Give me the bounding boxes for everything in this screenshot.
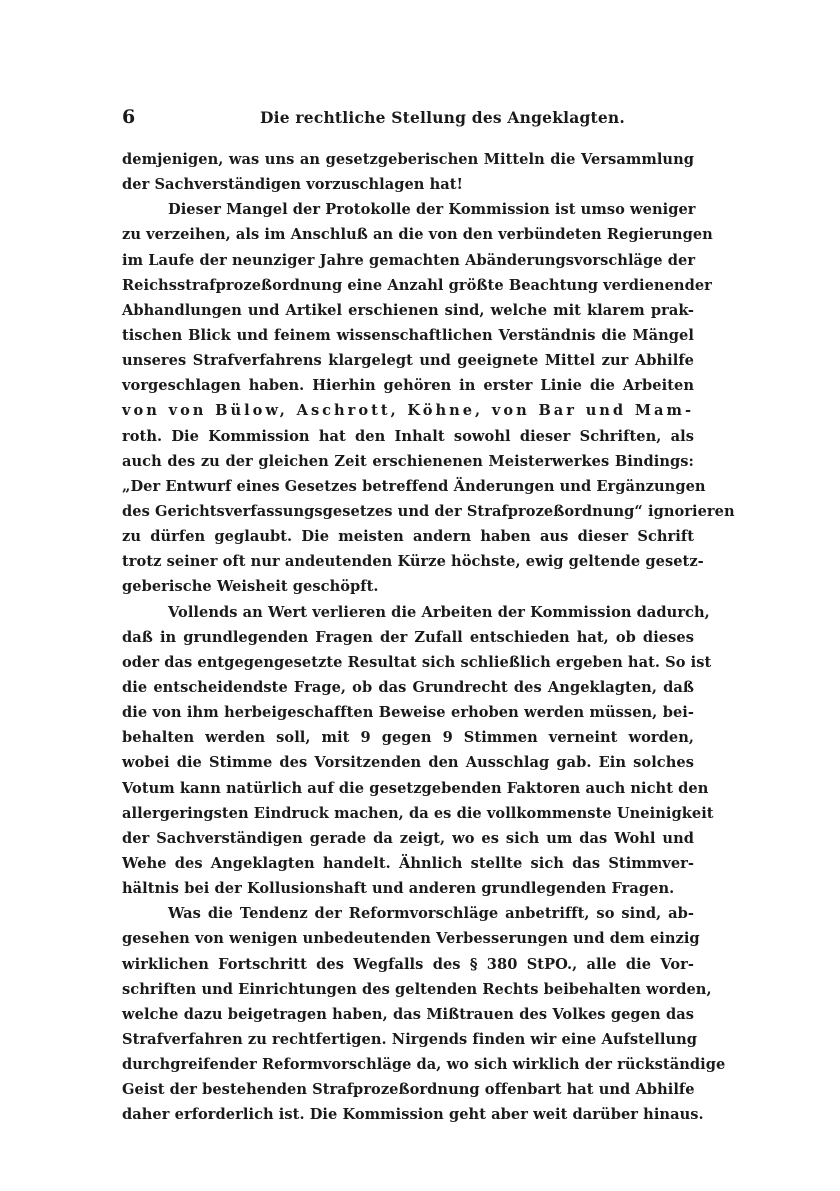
text-line: Abhandlungen und Artikel erschienen sind, welche mit klarem prak- [122,301,694,319]
text-line: wirklichen Fortschritt des Wegfalls des § 380 StPO., alle die Vor- [122,955,694,973]
text-line: durchgreifender Reformvorschläge da, wo sich wirklich der rückständige [122,1056,726,1074]
text-line: der Sachverständigen gerade da zeigt, wo es sich um das Wohl und [122,829,694,847]
text-line: schriften und Einrichtungen des geltenden Rechts beibehalten worden, [122,980,712,998]
text-line: im Laufe der neunziger Jahre gemachten Abänderungsvorschläge der [122,251,696,269]
text-line: des Gerichtsverfassungsgesetzes und der Strafprozeßordnung“ ignorieren [122,502,735,520]
text-line: die entscheidendste Frage, ob das Grundrecht des Angeklagten, daß [122,678,694,696]
text-line: die von ihm herbeigeschafften Beweise erhoben werden müssen, bei- [122,704,694,722]
text-line: oder das entgegengesetzte Resultat sich schließlich ergeben hat. So ist [122,653,712,671]
text-line: Dieser Mangel der Protokolle der Kommission ist umso weniger [168,201,696,219]
text-line: unseres Strafverfahrens klargelegt und geeignete Mittel zur Abhilfe [122,352,694,370]
text-line: der Sachverständigen vorzuschlagen hat! [122,176,464,194]
text-line: Geist der bestehenden Strafprozeßordnung offenbart hat und Abhilfe [122,1081,695,1099]
text-line: Reichsstrafprozeßordnung eine Anzahl größte Beachtung verdienender [122,276,712,294]
text-line: demjenigen, was uns an gesetzgeberischen Mitteln die Versammlung [122,151,694,168]
page-number: 6 [122,106,136,128]
text-line: vorgeschlagen haben. Hierhin gehören in erster Linie die Arbeiten [122,377,694,395]
text-line: hältnis bei der Kollusionshaft und anderen grundlegenden Fragen. [122,880,675,898]
page-header [122,105,694,129]
text-line: Vollends an Wert verlieren die Arbeiten der Kommission dadurch, [168,603,710,621]
running-title: Die rechtliche Stellung des Angeklagten. [260,108,625,127]
text-line: trotz seiner oft nur andeutenden Kürze höchste, ewig geltende gesetz- [122,553,704,571]
text-line: tischen Blick und feinem wissenschaftlichen Verständnis die Mängel [122,326,694,344]
text-line: „Der Entwurf eines Gesetzes betreffend Änderungen und Ergänzungen [122,477,706,495]
text-line: allergeringsten Eindruck machen, da es die vollkommenste Uneinigkeit [122,804,714,822]
text-line: auch des zu der gleichen Zeit erschienenen Meisterwerkes Bindings: [122,452,694,470]
text-line: zu verzeihen, als im Anschluß an die von den verbündeten Regierungen [122,226,713,244]
text-line: Votum kann natürlich auf die gesetzgebenden Faktoren auch nicht den [122,779,709,797]
text-line: Wehe des Angeklagten handelt. Ähnlich stellte sich das Stimmver- [122,854,694,872]
text-line: von von Bülow, Aschrott, Köhne, von Bar und Mam- [122,402,694,420]
text-line: zu dürfen geglaubt. Die meisten andern haben aus dieser Schrift [122,528,694,546]
text-line: gesehen von wenigen unbedeutenden Verbesserungen und dem einzig [122,930,700,948]
text-line: wobei die Stimme des Vorsitzenden den Ausschlag gab. Ein solches [122,754,694,772]
text-line: daß in grundlegenden Fragen der Zufall entschieden hat, ob dieses [122,628,694,646]
text-line: welche dazu beigetragen haben, das Mißtrauen des Volkes gegen das [122,1005,694,1023]
text-line: daher erforderlich ist. Die Kommission geht aber weit darüber hinaus. [122,1106,704,1124]
body-text [122,147,735,1127]
text-line: roth. Die Kommission hat den Inhalt sowohl dieser Schriften, als [122,427,694,445]
text-line: geberische Weisheit geschöpft. [122,578,379,596]
text-line: Strafverfahren zu rechtfertigen. Nirgends finden wir eine Aufstellung [122,1030,698,1048]
text-line: behalten werden soll, mit 9 gegen 9 Stimmen verneint worden, [122,729,694,747]
text-line: Was die Tendenz der Reformvorschläge anbetrifft, so sind, ab- [168,905,694,923]
